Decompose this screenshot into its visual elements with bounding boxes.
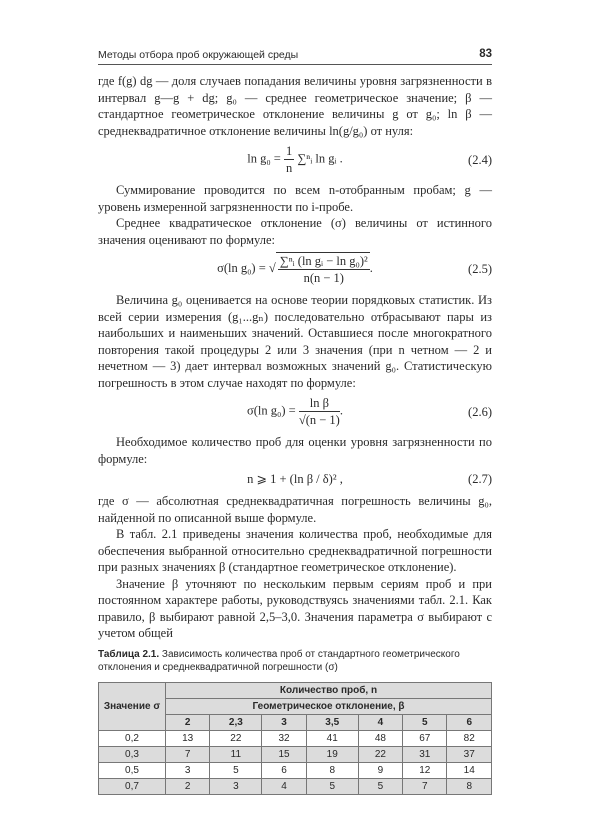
sigma-cell: 0,3 bbox=[99, 746, 166, 762]
paragraph: Величина g₀ оценивается на основе теории порядковых статистик. Из всей серии измерения (g₁...gₙ) последовательно отбрасывают пары из наибольших и наименьших значений. Оставшиеся после многократного повторения такой процедуры 2 или 3 значения (при n четном — 2 и нечетном — 3) дает интервал возможных значений g₀. Статистическую погрешность в этом случае находят по формуле: bbox=[98, 293, 492, 390]
sample-count-cell: 3 bbox=[166, 762, 210, 778]
sample-count-cell: 15 bbox=[262, 746, 306, 762]
row-header: Значение σ bbox=[99, 682, 166, 730]
sample-count-cell: 11 bbox=[210, 746, 262, 762]
paragraph: где f(g) dg — доля случаев попадания величины уровня загрязненности в интервал g—g + dg; g₀ — среднее геометрическое значение; β — стандартное геометрическое отклонение величины g от g₀; ln β — среднеквадратичное отклонение величины ln(g/g₀) от нуля: bbox=[98, 74, 492, 138]
running-header bbox=[98, 48, 492, 65]
paragraph: Необходимое количество проб для оценки уровня загрязненности по формуле: bbox=[98, 435, 492, 466]
formula-rhs: . bbox=[339, 403, 343, 418]
sigma-cell: 0,2 bbox=[99, 730, 166, 746]
formula-lhs: σ(ln g₀) = bbox=[217, 260, 266, 275]
beta-column-header: 2 bbox=[166, 714, 210, 730]
sample-count-cell: 2 bbox=[166, 778, 210, 794]
sample-count-cell: 6 bbox=[262, 762, 306, 778]
formula-2-6 bbox=[98, 395, 492, 428]
equation-number: (2.7) bbox=[468, 472, 492, 486]
formula-2-5: σ(ln g₀) = √ $\frac{\text{∑ⁿᵢ (ln gᵢ − ln g₀)²}}{n(n - 1)}$ . (2.5) bbox=[217, 254, 492, 285]
beta-column-header: 3,5 bbox=[306, 714, 358, 730]
paragraph: где σ — абсолютная среднеквадратичная погрешность величины g₀, найденной по описанной выше формуле. bbox=[98, 494, 492, 525]
beta-column-header: 4 bbox=[358, 714, 402, 730]
sample-count-cell: 3 bbox=[210, 778, 262, 794]
group-header: Количество проб, n bbox=[166, 682, 492, 698]
sample-count-cell: 12 bbox=[403, 762, 447, 778]
beta-column-header: 2,3 bbox=[210, 714, 262, 730]
samples-table bbox=[98, 682, 492, 795]
formula-lhs: σ(ln g₀) = bbox=[247, 403, 296, 418]
formula-rhs: . bbox=[369, 260, 373, 275]
sample-count-cell: 8 bbox=[306, 762, 358, 778]
chapter-title: Методы отбора проб окружающей среды bbox=[98, 49, 299, 61]
table-caption-label: Таблица 2.1. bbox=[98, 648, 160, 660]
sample-count-cell: 5 bbox=[306, 778, 358, 794]
sample-count-cell: 4 bbox=[262, 778, 306, 794]
sample-count-cell: 9 bbox=[358, 762, 402, 778]
sample-count-cell: 22 bbox=[210, 730, 262, 746]
sample-count-cell: 7 bbox=[166, 746, 210, 762]
sample-count-cell: 37 bbox=[447, 746, 492, 762]
sigma-cell: 0,5 bbox=[99, 762, 166, 778]
table-body bbox=[99, 730, 492, 794]
table-row bbox=[99, 778, 492, 794]
formula-numerator: 1 bbox=[285, 144, 293, 158]
formula-lhs: ln g₀ = bbox=[247, 151, 281, 166]
paragraph: Суммирование проводится по всем n-отобранным пробам; g — уровень измеренной загрязненности по i-пробе. bbox=[98, 183, 492, 214]
sample-count-cell: 13 bbox=[166, 730, 210, 746]
formula-numerator: ∑ⁿᵢ (ln gᵢ − ln g₀)² bbox=[279, 254, 368, 268]
formula-denominator: √(n − 1) bbox=[298, 413, 340, 427]
sample-count-cell: 7 bbox=[403, 778, 447, 794]
sample-count-cell: 8 bbox=[447, 778, 492, 794]
table-caption bbox=[98, 648, 492, 674]
formula-numerator: ln β bbox=[299, 395, 340, 412]
formula-denominator: n(n − 1) bbox=[303, 271, 344, 285]
paragraph: Среднее квадратическое отклонение (σ) величины от истинного значения оценивают по формуле: bbox=[98, 216, 492, 247]
equation-number: (2.4) bbox=[468, 152, 492, 167]
sample-count-cell: 31 bbox=[403, 746, 447, 762]
book-page bbox=[98, 0, 492, 815]
sample-count-cell: 82 bbox=[447, 730, 492, 746]
sample-count-cell: 41 bbox=[306, 730, 358, 746]
sample-count-cell: 5 bbox=[358, 778, 402, 794]
beta-column-header: 5 bbox=[403, 714, 447, 730]
formula-2-7 bbox=[98, 471, 492, 487]
sub-header: Геометрическое отклонение, β bbox=[166, 698, 492, 714]
formula-rhs: ∑ⁿᵢ ln gᵢ . bbox=[297, 151, 343, 166]
paragraph: Значение β уточняют по нескольким первым сериям проб и при постоянном характере работы, руководствуясь значениями табл. 2.1. Как правило, β выбирают равной 2,5–3,0. Значения параметра σ выбирают с учетом общей bbox=[98, 576, 492, 640]
beta-column-header: 3 bbox=[262, 714, 306, 730]
equation-number: (2.5) bbox=[468, 262, 492, 276]
sample-count-cell: 22 bbox=[358, 746, 402, 762]
sample-count-cell: 5 bbox=[210, 762, 262, 778]
table-row bbox=[99, 730, 492, 746]
table-caption-text: Зависимость количества проб от стандартного геометрического отклонения и среднеквадратичной погрешности (σ) bbox=[98, 648, 460, 673]
sample-count-cell: 19 bbox=[306, 746, 358, 762]
sample-count-cell: 48 bbox=[358, 730, 402, 746]
equation-number: (2.6) bbox=[468, 404, 492, 419]
table-row bbox=[99, 746, 492, 762]
formula-denominator: n bbox=[285, 161, 293, 175]
beta-column-header: 6 bbox=[447, 714, 492, 730]
sample-count-cell: 32 bbox=[262, 730, 306, 746]
paragraph: В табл. 2.1 приведены значения количества проб, необходимые для обеспечения выбранной относительно среднеквадратичной погрешности при разных значениях β (стандартное геометрическое отклонение). bbox=[98, 527, 492, 574]
page-number: 83 bbox=[479, 48, 492, 60]
formula-expr: n ⩾ 1 + (ln β / δ)² , bbox=[247, 472, 343, 486]
sigma-cell: 0,7 bbox=[99, 778, 166, 794]
table-row bbox=[99, 762, 492, 778]
sample-count-cell: 14 bbox=[447, 762, 492, 778]
sample-count-cell: 67 bbox=[403, 730, 447, 746]
formula-2-4 bbox=[98, 143, 492, 176]
